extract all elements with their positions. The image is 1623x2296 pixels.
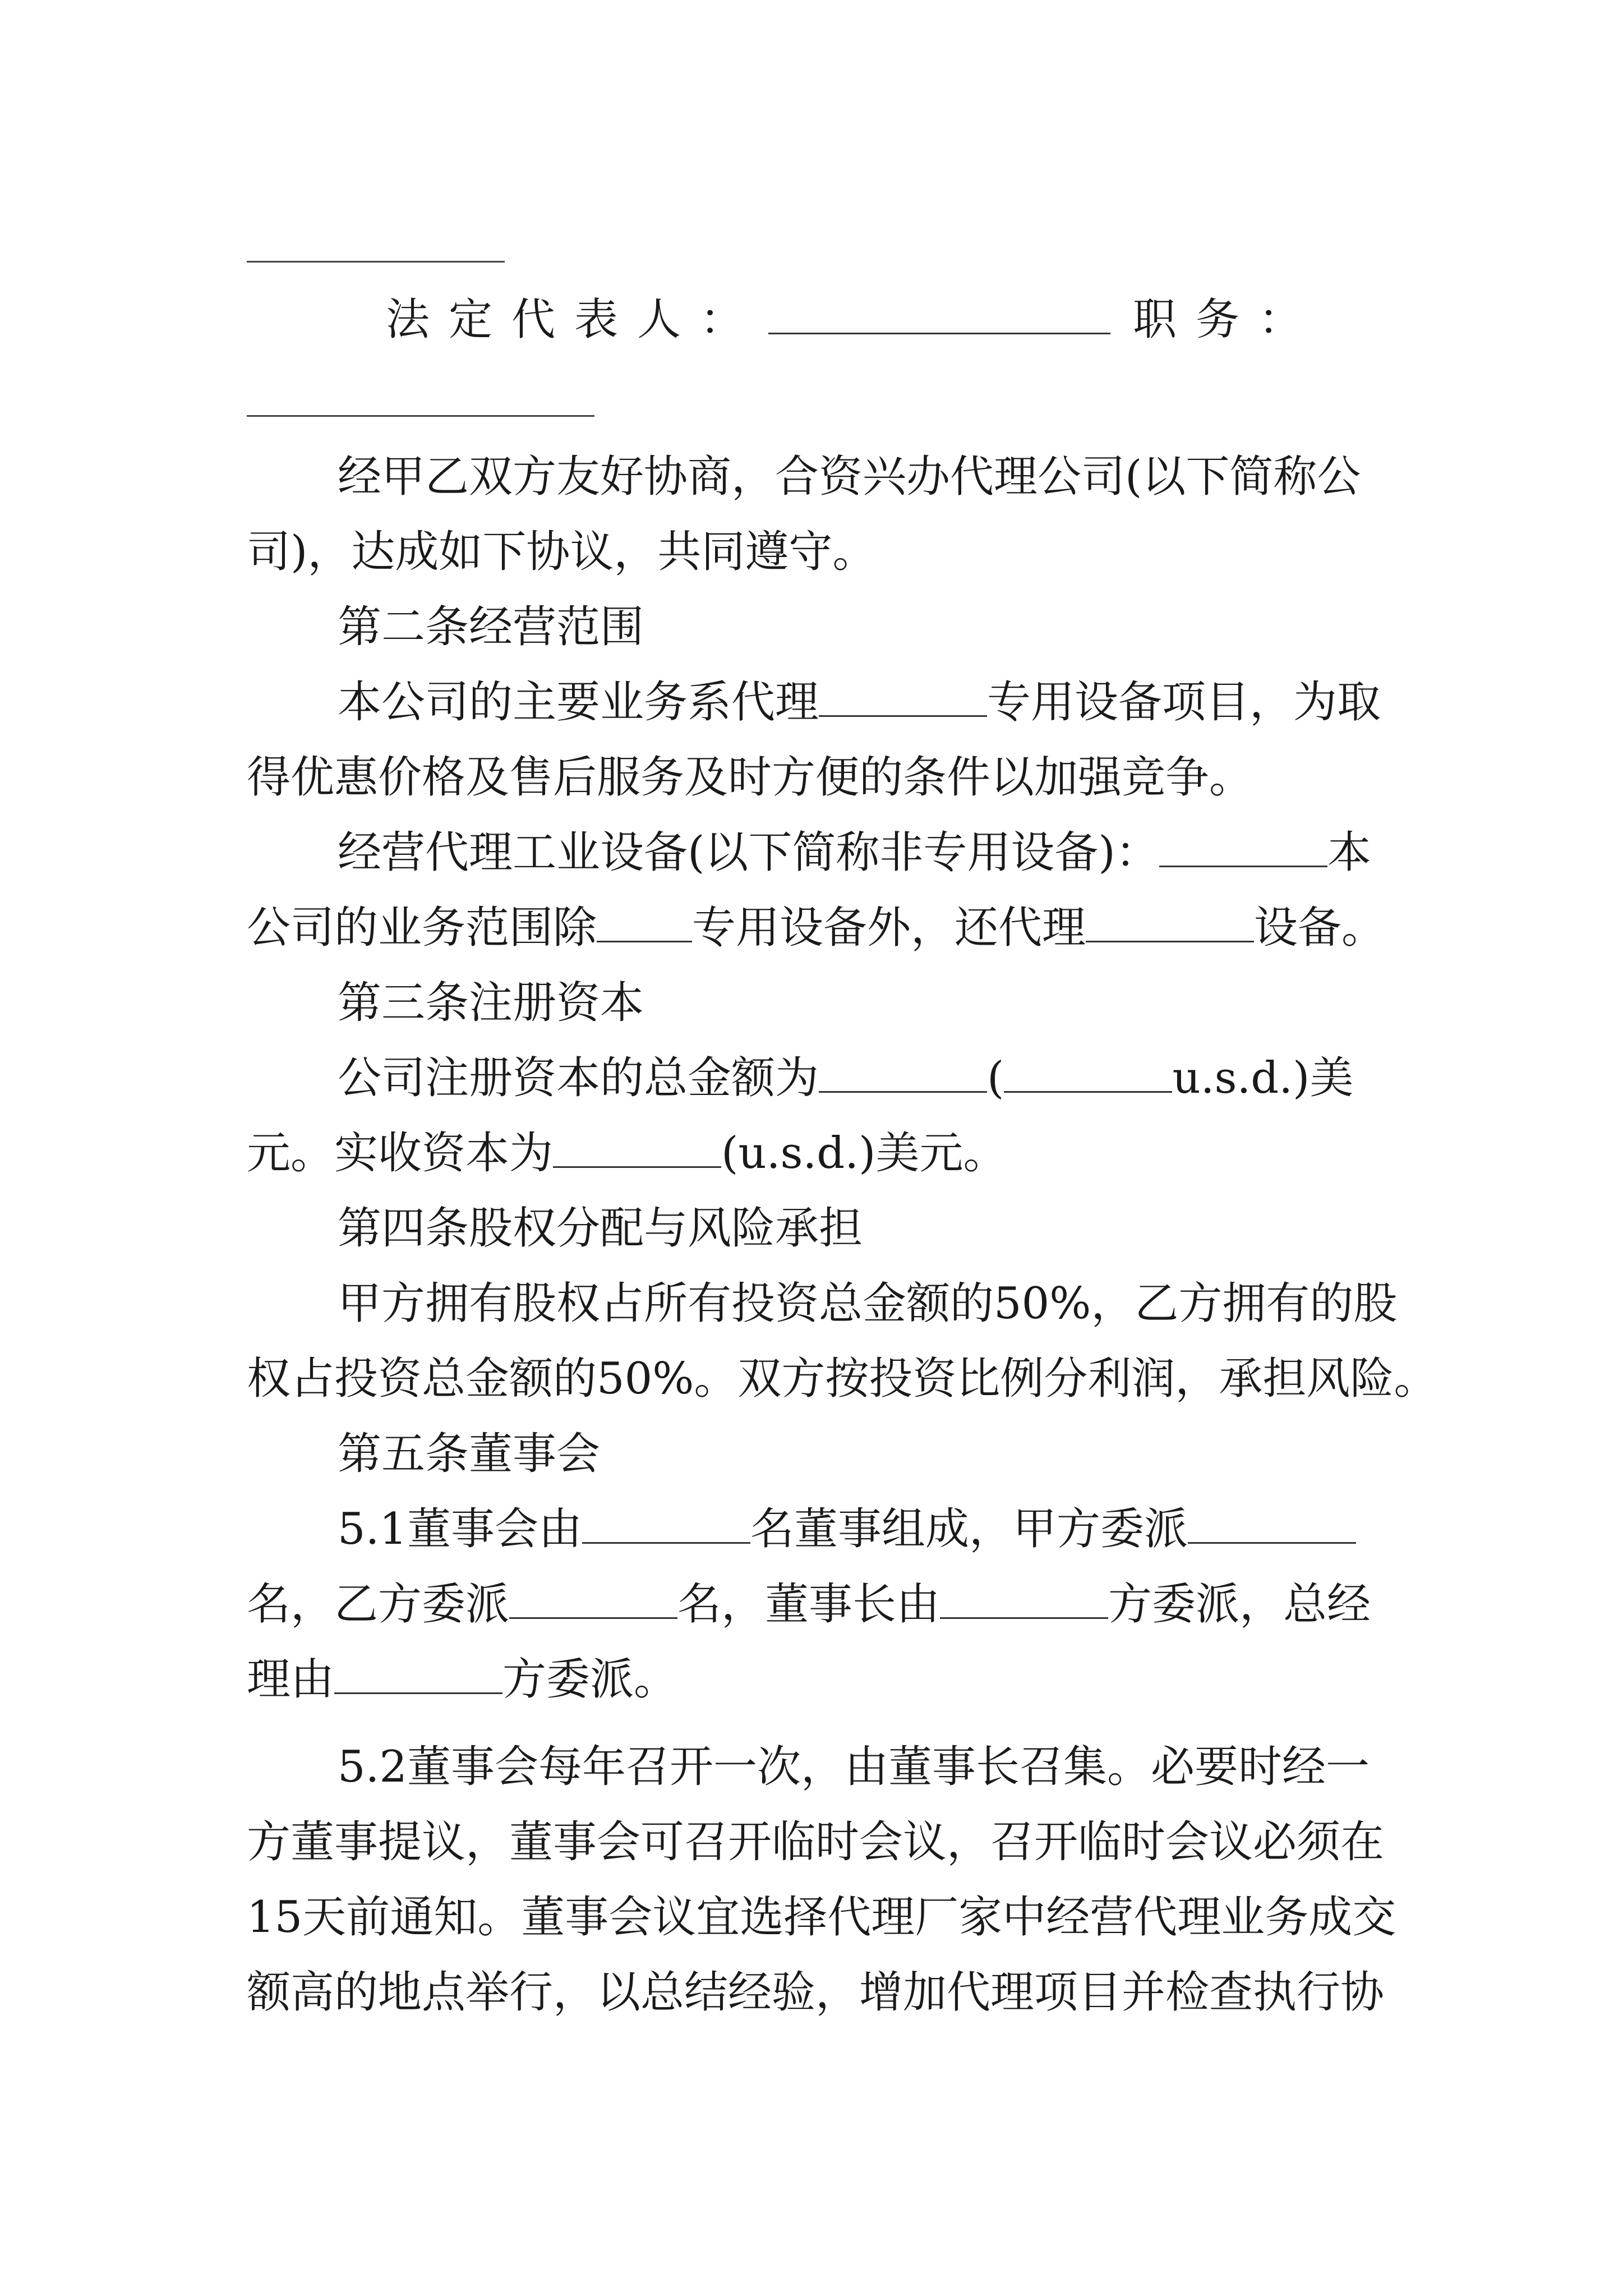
blank-field[interactable] — [1086, 904, 1254, 942]
para-board-line3: 理由 方委派。 — [247, 1654, 678, 1705]
blank-field[interactable] — [1188, 1505, 1356, 1544]
signature-line-title — [247, 415, 594, 417]
para-intro-line1: 经甲乙双方友好协商，合资兴办代理公司(以下简称公 — [338, 452, 1361, 502]
para-equity-line1: 甲方拥有股权占所有投资总金额的50%，乙方拥有的股 — [338, 1278, 1398, 1329]
heading-article-3: 第三条注册资本 — [338, 978, 644, 1028]
representative-row — [386, 292, 1321, 348]
heading-article-5: 第五条董事会 — [338, 1429, 601, 1479]
para-meeting-line3: 15天前通知。董事会议宜选择代理厂家中经营代理业务成交 — [247, 1892, 1396, 1943]
blank-field[interactable] — [334, 1655, 502, 1694]
para-meeting-line1: 5.2董事会每年召开一次，由董事长召集。必要时经一 — [338, 1742, 1370, 1792]
blank-field[interactable] — [819, 678, 987, 717]
para-equity-line2: 权占投资总金额的50%。双方按投资比例分利润，承担风险。 — [247, 1354, 1438, 1404]
blank-field[interactable] — [582, 1505, 750, 1544]
para-meeting-line2: 方董事提议，董事会可召开临时会议，召开临时会议必须在 — [247, 1817, 1385, 1867]
rep-label: 法定代表人： — [386, 295, 763, 345]
signature-line-top — [247, 261, 505, 263]
blank-field[interactable] — [597, 904, 692, 942]
heading-article-2: 第二条经营范围 — [338, 602, 644, 652]
blank-field[interactable] — [553, 1129, 721, 1168]
blank-field[interactable] — [819, 1054, 987, 1093]
para-capital-line1: 公司注册资本的总金额为 ( u.s.d.)美 — [338, 1053, 1354, 1103]
para-scope2-line1: 经营代理工业设备(以下简称非专用设备)： 本 — [338, 827, 1371, 878]
heading-article-4: 第四条股权分配与风险承担 — [338, 1203, 863, 1254]
para-intro-line2: 司)，达成如下协议，共同遵守。 — [247, 527, 877, 577]
blank-field[interactable] — [940, 1580, 1108, 1619]
para-scope2-line2: 公司的业务范围除 专用设备外，还代理 设备。 — [247, 903, 1386, 953]
para-board-line2: 名，乙方委派 名，董事长由 方委派，总经 — [247, 1579, 1371, 1630]
para-board-line1: 5.1董事会由 名董事组成，甲方委派 — [338, 1501, 1376, 1557]
rep-blank[interactable] — [768, 296, 1110, 334]
blank-field[interactable] — [1159, 829, 1327, 867]
para-capital-line2: 元。实收资本为 (u.s.d.)美元。 — [247, 1128, 1007, 1179]
para-scope-line2: 得优惠价格及售后服务及时方便的条件以加强竞争。 — [247, 752, 1253, 803]
blank-field[interactable] — [509, 1580, 677, 1619]
blank-field[interactable] — [1004, 1054, 1172, 1093]
para-scope-line1: 本公司的主要业务系代理 专用设备项目，为取 — [338, 677, 1381, 728]
para-meeting-line4: 额高的地点举行，以总结经验，增加代理项目并检查执行协 — [247, 1967, 1385, 2018]
title-label: 职务： — [1133, 295, 1322, 345]
